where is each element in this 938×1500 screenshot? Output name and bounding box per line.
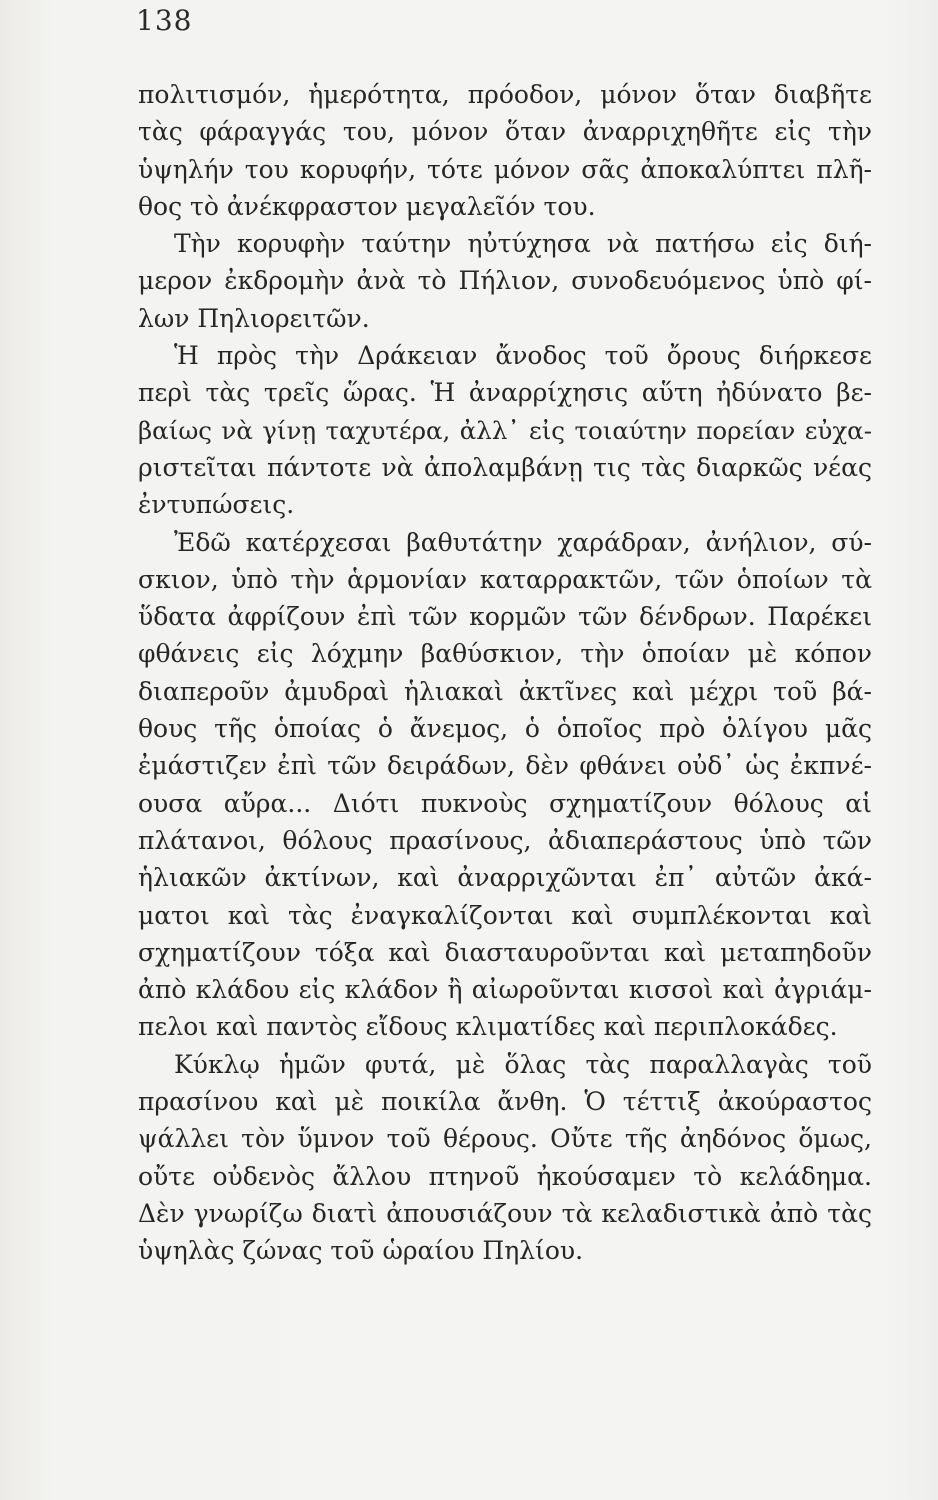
text-line: θους τῆς ὁποίας ὁ ἄνεμος, ὁ ὁποῖος πρὸ ὀλίγου μᾶς [138, 714, 872, 744]
text-line: Ἐδῶ κατέρχεσαι βαθυτάτην χαράδραν, ἀνήλιον, σύ- [174, 527, 872, 557]
text-line: ἀπὸ κλάδου εἰς κλάδον ἢ αἰωροῦνται κισσοὶ καὶ ἀγριάμ- [138, 975, 872, 1005]
text-line: πολιτισμόν, ἡμερότητα, πρόοδον, μόνον ὅταν διαβῆτε [138, 80, 872, 109]
text-line: σχηματίζουν τόξα καὶ διασταυροῦνται καὶ μεταπηδοῦν [138, 937, 872, 967]
text-line: πελοι καὶ παντὸς εἴδους κλιματίδες καὶ περιπλοκάδες. [138, 1012, 838, 1042]
text-line: οὔτε οὐδενὸς ἄλλου πτηνοῦ ἠκούσαμεν τὸ κελάδημα. [138, 1161, 872, 1191]
text-line: πρασίνου καὶ μὲ ποικίλα ἄνθη. Ὁ τέττιξ ἀκούραστος [138, 1087, 872, 1117]
text-line: σκιον, ὑπὸ τὴν ἁρμονίαν καταρρακτῶν, τῶν ὁποίων τὰ [138, 564, 872, 594]
text-line: ἐμάστιζεν ἐπὶ τῶν δειράδων, δὲν φθάνει οὐδ᾽ ὡς ἐκπνέ- [138, 751, 872, 781]
text-line: Ἡ πρὸς τὴν Δράκειαν ἄνοδος τοῦ ὄρους διήρκεσε [174, 341, 872, 371]
text-line: ἐντυπώσεις. [138, 490, 295, 520]
text-line: ὕδατα ἀφρίζουν ἐπὶ τῶν κορμῶν τῶν δένδρων. Παρέκει [138, 602, 872, 632]
text-line: Τὴν κορυφὴν ταύτην ηὐτύχησα νὰ πατήσω εἰς διή- [174, 229, 872, 259]
text-line: ψάλλει τὸν ὕμνον τοῦ θέρους. Οὔτε τῆς ἀηδόνος ὅμως, [138, 1124, 872, 1154]
text-line: μερον ἐκδρομὴν ἀνὰ τὸ Πήλιον, συνοδευόμενος ὑπὸ φί- [138, 266, 872, 296]
text-line: θος τὸ ἀνέκφραστον μεγαλεῖόν του. [138, 191, 596, 221]
text-line: βαίως νὰ γίνῃ ταχυτέρα, ἀλλ᾽ εἰς τοιαύτην πορείαν εὐχα- [138, 415, 872, 445]
text-line: ἡλιακῶν ἀκτίνων, καὶ ἀναρριχῶνται ἐπ᾽ αὐτῶν ἀκά- [138, 863, 872, 893]
text-line: ριστεῖται πάντοτε νὰ ἀπολαμβάνῃ τις τὰς διαρκῶς νέας [138, 452, 872, 482]
text-line: περὶ τὰς τρεῖς ὥρας. Ἡ ἀναρρίχησις αὕτη ἠδύνατο βε- [138, 378, 872, 408]
text-line: Κύκλῳ ἡμῶν φυτά, μὲ ὅλας τὰς παραλλαγὰς τοῦ [174, 1049, 872, 1079]
body-text [138, 76, 872, 1270]
text-line: τὰς φάραγγάς του, μόνον ὅταν ἀναρριχηθῆτε εἰς τὴν [138, 117, 872, 147]
page-number: 138 [136, 4, 193, 37]
text-line: διαπεροῦν ἀμυδραὶ ἡλιακαὶ ἀκτῖνες καὶ μέχρι τοῦ βά- [138, 676, 872, 706]
text-line: ὑψηλὰς ζώνας τοῦ ὡραίου Πηλίου. [138, 1236, 584, 1266]
text-line: πλάτανοι, θόλους πρασίνους, ἀδιαπεράστους ὑπὸ τῶν [138, 825, 872, 855]
text-line: ματοι καὶ τὰς ἐναγκαλίζονται καὶ συμπλέκονται καὶ [138, 900, 872, 930]
text-line: λων Πηλιορειτῶν. [138, 303, 370, 333]
text-line: φθάνεις εἰς λόχμην βαθύσκιον, τὴν ὁποίαν μὲ κόπον [138, 639, 872, 669]
text-line: Δὲν γνωρίζω διατὶ ἀπουσιάζουν τὰ κελαδιστικὰ ἀπὸ τὰς [138, 1198, 872, 1228]
text-line: ουσα αὔρα... Διότι πυκνοὺς σχηματίζουν θόλους αἱ [138, 788, 872, 818]
text-line: ὑψηλήν του κορυφήν, τότε μόνον σᾶς ἀποκαλύπτει πλῆ- [138, 154, 872, 184]
